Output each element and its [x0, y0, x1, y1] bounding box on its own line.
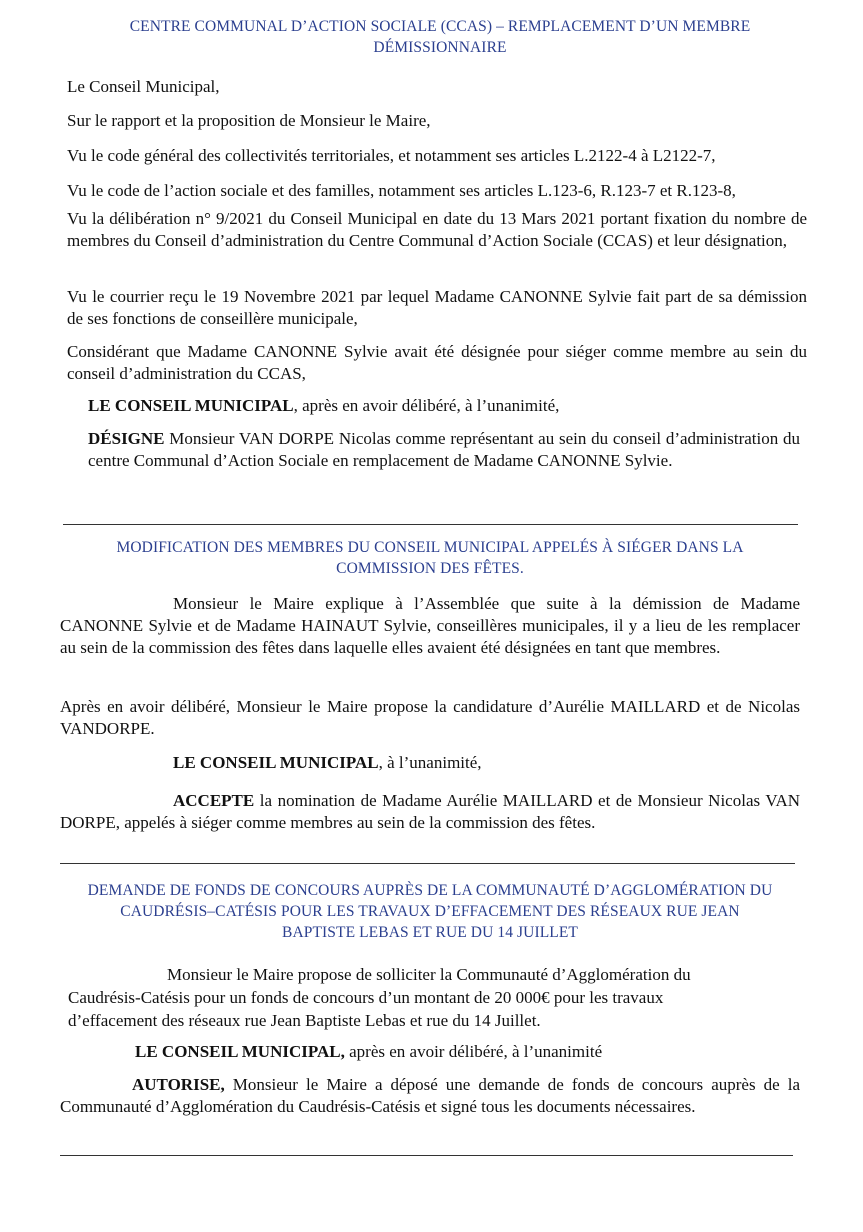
title-line: COMMISSION DES FÊTES.: [336, 560, 524, 577]
title-line: BAPTISTE LEBAS ET RUE DU 14 JUILLET: [282, 924, 578, 941]
section-divider: [60, 1155, 793, 1156]
section-title-ccas: [90, 16, 790, 58]
paragraph: Vu la délibération n° 9/2021 du Conseil Municipal en date du 13 Mars 2021 portant fixation du nombre de membres du Conseil d’administration du Centre Communal d’Action Sociale (CCAS) et leur désignation,: [67, 209, 807, 250]
paragraph-line: Monsieur le Maire propose de solliciter la Communauté d’Agglomération du: [167, 965, 691, 984]
title-line: DEMANDE DE FONDS DE CONCOURS AUPRÈS DE LA COMMUNAUTÉ D’AGGLOMÉRATION DU: [87, 882, 773, 899]
decision-text: Monsieur le Maire a déposé une demande de fonds de concours auprès de la Communauté d’Agglomération du Caudrésis-Catésis et signé tous les documents nécessaires.: [60, 1075, 800, 1116]
section-title-fetes: [80, 537, 780, 579]
decision-paragraph: [60, 1074, 800, 1118]
paragraph: Après en avoir délibéré, Monsieur le Maire propose la candidature d’Aurélie MAILLARD et de Nicolas VANDORPE.: [60, 697, 800, 738]
decision-verb: ACCEPTE: [173, 791, 255, 810]
decision-paragraph: [88, 428, 800, 472]
decision-label: LE CONSEIL MUNICIPAL: [173, 753, 379, 772]
decision-text: la nomination de Madame Aurélie MAILLARD et de Monsieur Nicolas VAN DORPE, appelés à siéger comme membres au sein de la commission des fêtes.: [60, 791, 800, 832]
title-line: CAUDRÉSIS–CATÉSIS POUR LES TRAVAUX D’EFFACEMENT DES RÉSEAUX RUE JEAN: [120, 903, 740, 920]
title-line: CENTRE COMMUNAL D’ACTION SOCIALE (CCAS) – REMPLACEMENT D’UN MEMBRE: [129, 18, 751, 35]
title-line: MODIFICATION DES MEMBRES DU CONSEIL MUNICIPAL APPELÉS À SIÉGER DANS LA: [116, 539, 744, 556]
section-divider: [63, 524, 798, 525]
decision-text: , à l’unanimité,: [378, 753, 482, 772]
paragraph: Considérant que Madame CANONNE Sylvie avait été désignée pour siéger comme membre au sein du conseil d’administration du CCAS,: [67, 342, 807, 383]
decision-text: Monsieur VAN DORPE Nicolas comme représentant au sein du conseil d’administration du centre Communal d’Action Sociale en remplacement de Madame CANONNE Sylvie.: [88, 429, 800, 470]
decision-line: [135, 1041, 602, 1063]
decision-paragraph: [60, 790, 800, 834]
decision-verb: AUTORISE,: [132, 1075, 225, 1094]
decision-text: après en avoir délibéré, à l’unanimité: [344, 1042, 603, 1061]
decision-label: LE CONSEIL MUNICIPAL,: [135, 1042, 345, 1061]
section-divider: [60, 863, 795, 864]
paragraph: Vu le courrier reçu le 19 Novembre 2021 par lequel Madame CANONNE Sylvie fait part de sa démission de ses fonctions de conseillère municipale,: [67, 287, 807, 328]
paragraph: Vu le code général des collectivités territoriales, et notamment ses articles L.2122-4 à L2122-7,: [67, 146, 716, 165]
title-line: DÉMISSIONNAIRE: [373, 39, 507, 56]
paragraph-line: Caudrésis-Catésis pour un fonds de concours d’un montant de 20 000€ pour les travaux: [68, 988, 664, 1007]
decision-label: LE CONSEIL MUNICIPAL: [88, 396, 294, 415]
decision-verb: DÉSIGNE: [88, 429, 165, 448]
paragraph-line: d’effacement des réseaux rue Jean Baptiste Lebas et rue du 14 Juillet.: [68, 1011, 541, 1030]
paragraph: Sur le rapport et la proposition de Monsieur le Maire,: [67, 111, 431, 130]
decision-line: [173, 752, 482, 774]
paragraph: Le Conseil Municipal,: [67, 77, 220, 96]
paragraph: Vu le code de l’action sociale et des familles, notamment ses articles L.123-6, R.123-7 et R.123-8,: [67, 181, 736, 200]
decision-line: [88, 395, 559, 417]
section-title-fonds: [40, 880, 820, 943]
decision-text: , après en avoir délibéré, à l’unanimité,: [293, 396, 560, 415]
paragraph: Monsieur le Maire explique à l’Assemblée que suite à la démission de Madame CANONNE Sylvie et de Madame HAINAUT Sylvie, conseillères municipales, il y a lieu de les remplacer au sein de la commission des fêtes dans laquelle elles avaient été désignées en tant que membres.: [60, 594, 800, 657]
